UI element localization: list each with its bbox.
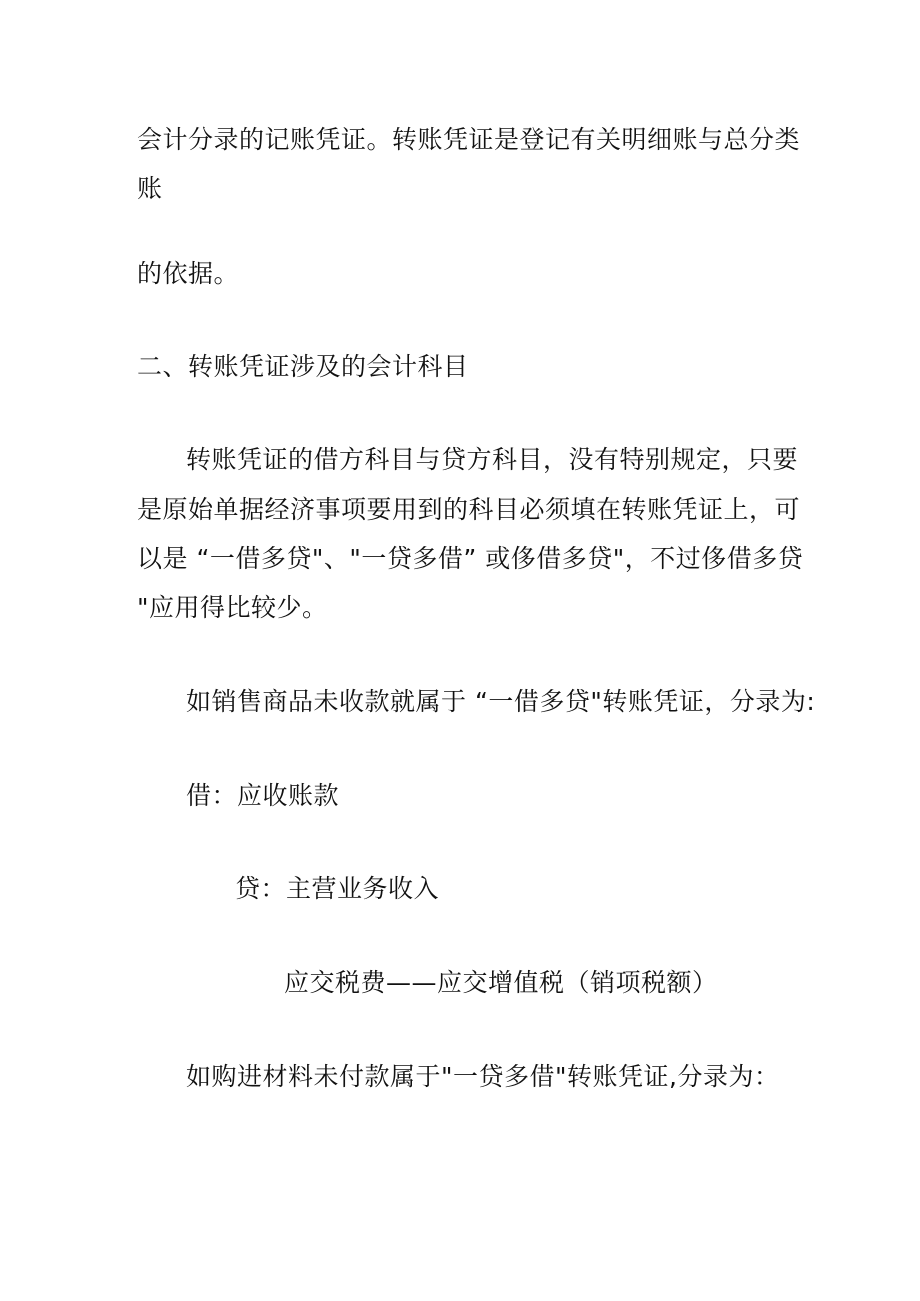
paragraph-line: 会计分录的记账凭证。转账凭证是登记有关明细账与总分类 — [137, 125, 801, 154]
paragraph-line: 以是 “一借多贷"、"一贷多借” 或侈借多贷"，不过侈借多贷 — [137, 544, 804, 573]
paragraph-line: 的依据。 — [137, 259, 240, 288]
journal-entry-credit: 贷：主营业务收入 — [235, 874, 440, 903]
paragraph-line: 转账凭证的借方科目与贷方科目，没有特别规定，只要 — [186, 445, 799, 474]
paragraph-line: 账 — [137, 174, 163, 203]
paragraph-line: 是原始单据经济事项要用到的科目必须填在转账凭证上，可 — [137, 495, 801, 524]
paragraph-line: 如销售商品未收款就属于 “一借多贷"转账凭证，分录为: — [186, 687, 816, 716]
paragraph-line: 如购进材料未付款属于"一贷多借"转账凭证,分录为： — [186, 1062, 780, 1091]
paragraph-line: "应用得比较少。 — [137, 593, 328, 622]
section-heading: 二、转账凭证涉及的会计科目 — [137, 352, 469, 381]
journal-entry-debit: 借：应收账款 — [186, 781, 340, 810]
journal-entry-credit-line: 应交税费——应交增值税（销项税额） — [284, 968, 718, 997]
